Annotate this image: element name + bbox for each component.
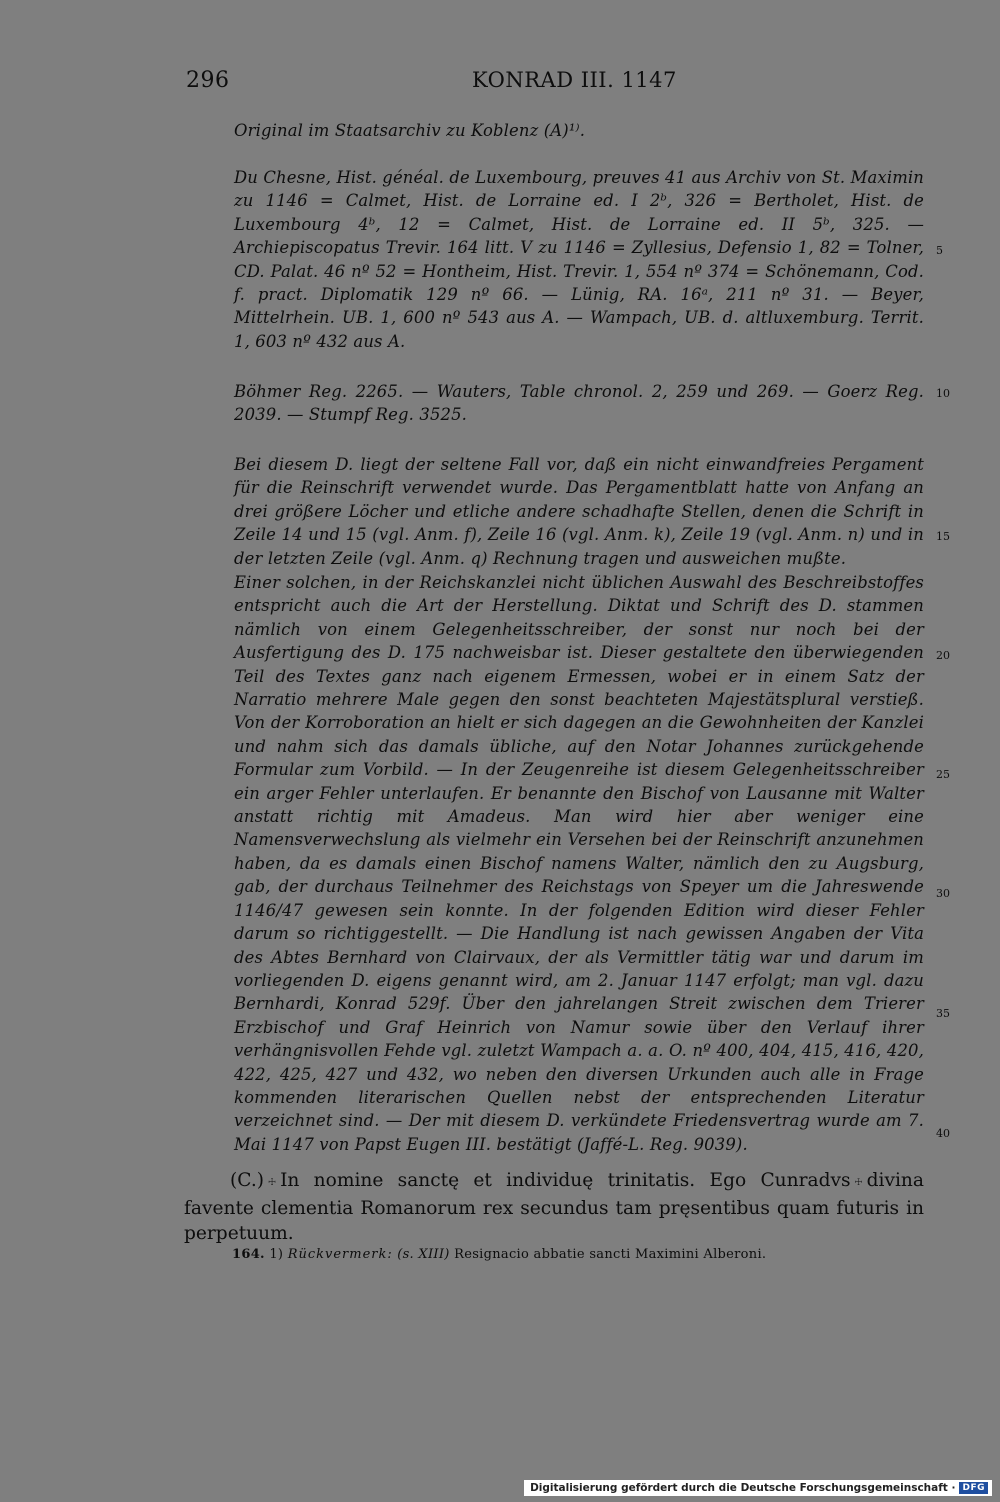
page-number: 296 [186, 68, 230, 93]
footnote-label: Rückvermerk: [287, 1247, 393, 1262]
footnote-text: Resignacio abbatie sancti Maximini Alberoni. [454, 1247, 767, 1262]
footnote-mark: 1) [269, 1247, 284, 1262]
funding-notice [524, 1480, 992, 1496]
line-number: 10 [936, 387, 950, 400]
original-source-note: Original im Staatsarchiv zu Koblenz (A)¹⁾. [234, 121, 586, 140]
footnote-date: (s. XIII) [397, 1247, 450, 1262]
commentary-paragraph-2: Einer solchen, in der Reichskanzlei nicht üblichen Auswahl des Beschreibstoffes entspricht auch die Art der Herstellung. Diktat und Schrift des D. stammen nämlich von einem Gelegenheitsschreiber, der sonst nur noch bei der Ausfertigung des D. 175 nachweisbar ist. Dieser gestaltete den überwiegenden Teil des Textes ganz nach eigenem Ermessen, wobei er in einem Satz der Narratio mehrere Male gegen den sonst beachteten Majestätsplural verstieß. Von der Korroboration an hielt er sich dagegen an die Gewohnheiten der Kanzlei und nahm sich das damals übliche, auf den Notar Johannes zurückgehende Formular zum Vorbild. — In der Zeugenreihe ist diesem Gelegenheitsschreiber ein arger Fehler unterlaufen. Er benannte den Bischof von Lausanne mit Walter anstatt richtig mit Amadeus. Man wird hier aber weniger eine Namensverwechslung als vielmehr ein Versehen bei der Reinschrift anzunehmen haben, da es damals einen Bischof namens Walter, nämlich den zu Augsburg, gab, der durchaus Teilnehmer des Reichstags von Speyer um die Jahreswende 1146/47 gewesen sein konnte. In der folgenden Edition wird dieser Fehler darum so richtiggestellt. — Die Handlung ist nach gewissen Angaben der Vita des Abtes Bernhard von Clairvaux, der als Vermittler tätig war und darum im vorliegenden D. eigens genannt wird, am 2. Januar 1147 erfolgt; man vgl. dazu Bernhardi, Konrad 529f. Über den jahrelangen Streit zwischen dem Trierer Erzbischof und Graf Heinrich von Namur sowie über den Verlauf ihrer verhängnisvollen Fehde vgl. zuletzt Wampach a. a. O. nº 400, 404, 415, 416, 420, 422, 425, 427 und 432, wo neben den diversen Urkunden auch alle in Frage kommenden literarischen Quellen nebst der entsprechenden Literatur verzeichnet sind. — Der mit diesem D. verkündete Friedensvertrag wurde am 7. Mai 1147 von Papst Eugen III. bestätigt (Jaffé-L. Reg. 9039). [234, 573, 924, 1154]
line-number: 25 [936, 768, 950, 781]
cross-symbol-icon: ☩ [854, 1178, 863, 1188]
footnote [232, 1247, 766, 1262]
charter-invocatio: In nomine sanctę et individuę trinitatis. Ego Cunradvs [280, 1170, 851, 1191]
charter-siglum: (C.) [230, 1170, 264, 1191]
cross-symbol-icon: ☩ [267, 1178, 277, 1188]
line-number: 20 [936, 649, 950, 662]
charter-intitulatio: divina favente clementia Romanorum rex secundus tam pręsentibus quam futuris in perpetuum. [184, 1170, 924, 1244]
charter-text [184, 1168, 924, 1246]
dfg-logo-icon: DFG [959, 1482, 988, 1494]
line-number: 15 [936, 530, 950, 543]
line-number: 5 [936, 244, 943, 257]
running-title: KONRAD III. 1147 [472, 68, 677, 92]
regesta-paragraph: Böhmer Reg. 2265. — Wauters, Table chronol. 2, 259 und 269. — Goerz Reg. 2039. — Stumpf Reg. 3525. [234, 382, 924, 425]
editions-paragraph: Du Chesne, Hist. généal. de Luxembourg, preuves 41 aus Archiv von St. Maximin zu 1146 = Calmet, Hist. de Lorraine ed. I 2ᵇ, 326 = Bertholet, Hist. de Luxembourg 4ᵇ, 12 = Calmet, Hist. de Lorraine ed. II 5ᵇ, 325. — Archiepiscopatus Trevir. 164 litt. V zu 1146 = Zyllesius, Defensio 1, 82 = Tolner, CD. Palat. 46 nº 52 = Hontheim, Hist. Trevir. 1, 554 nº 374 = Schönemann, Cod. f. pract. Diplomatik 129 nº 66. — Lünig, RA. 16ᵃ, 211 nº 31. — Beyer, Mittelrhein. UB. 1, 600 nº 543 aus A. — Wampach, UB. d. altluxemburg. Territ. 1, 603 nº 432 aus A. [234, 168, 924, 351]
line-number: 40 [936, 1127, 950, 1140]
funding-text: Digitalisierung gefördert durch die Deutsche Forschungsgemeinschaft · [530, 1482, 956, 1494]
footnote-number: 164. [232, 1247, 265, 1262]
commentary-paragraph-1: Bei diesem D. liegt der seltene Fall vor, daß ein nicht einwandfreies Pergament für die Reinschrift verwendet wurde. Das Pergamentblatt hatte von Anfang an drei größere Löcher und etliche andere schadhafte Stellen, denen die Schrift in Zeile 14 und 15 (vgl. Anm. f), Zeile 16 (vgl. Anm. k), Zeile 19 (vgl. Anm. n) und in der letzten Zeile (vgl. Anm. q) Rechnung tragen und ausweichen mußte. [234, 455, 924, 568]
line-number: 30 [936, 887, 950, 900]
line-number: 35 [936, 1007, 950, 1020]
